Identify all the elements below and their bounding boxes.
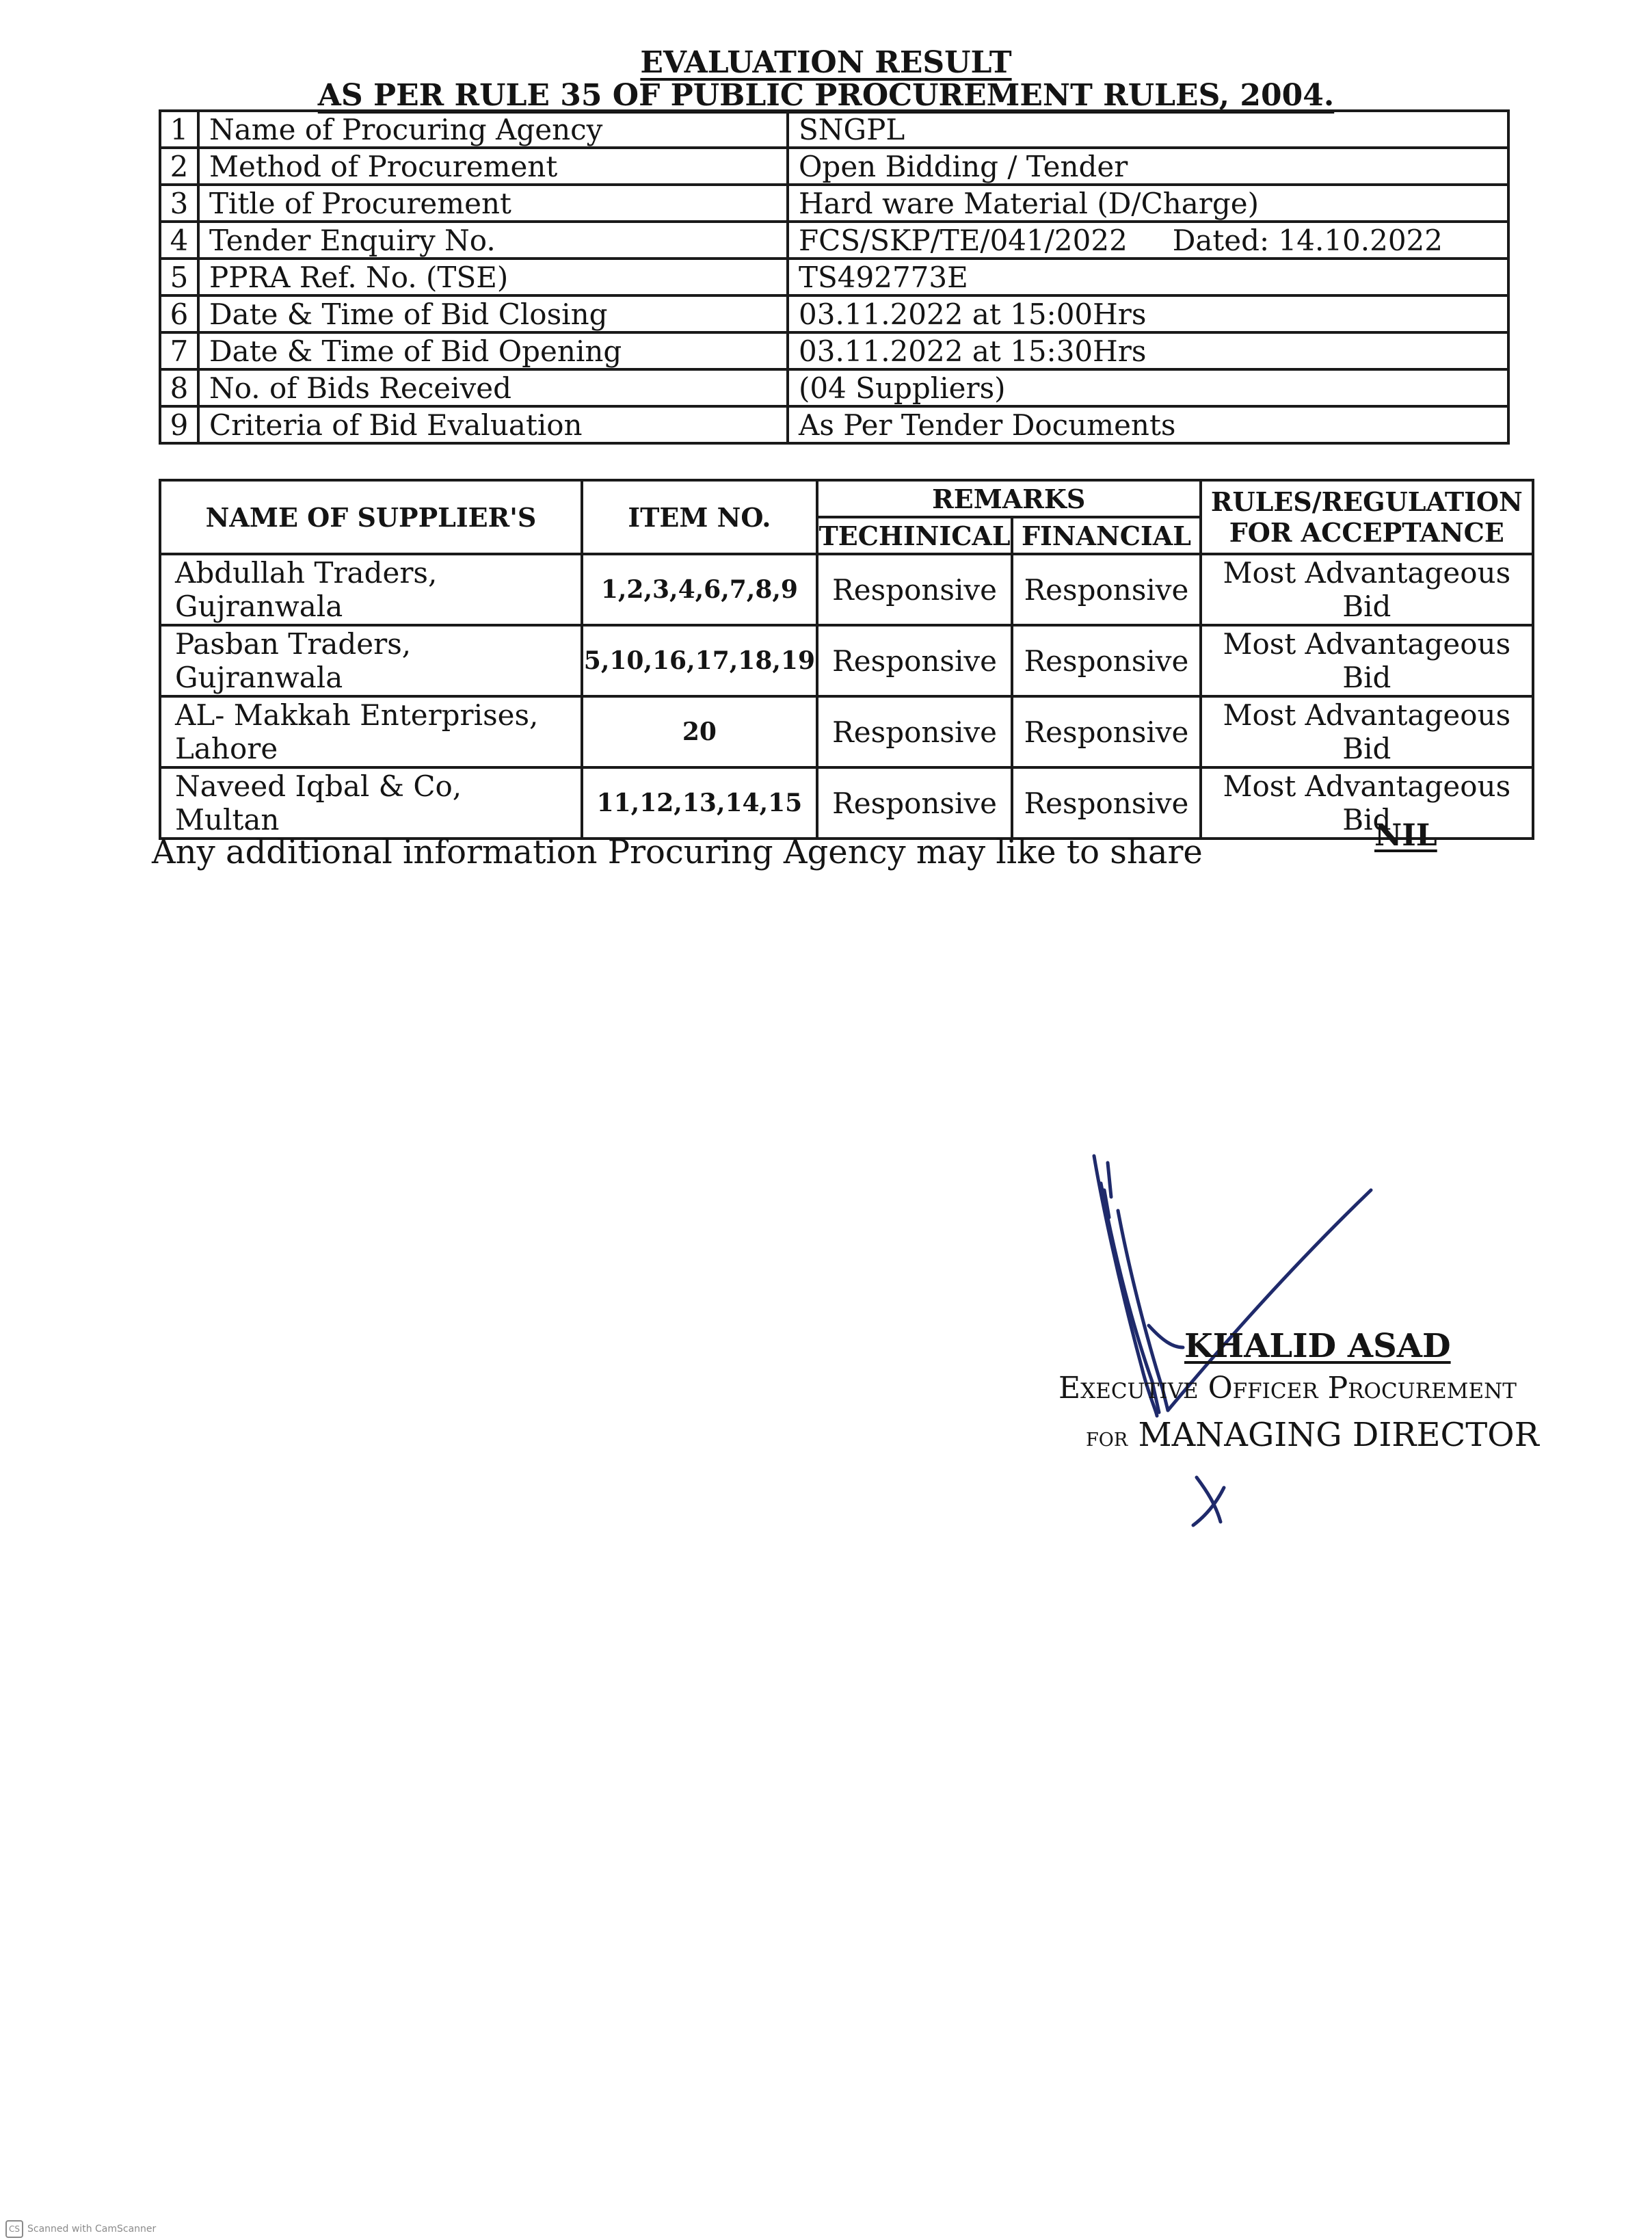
acceptance-rule: Most Advantageous Bid: [1201, 625, 1533, 696]
table-header-row: [160, 480, 1533, 517]
row-number: 3: [160, 185, 198, 222]
row-value: (04 Suppliers): [788, 369, 1508, 406]
header-remarks: REMARKS: [817, 480, 1201, 517]
financial-remark: Responsive: [1012, 696, 1200, 767]
row-value: 03.11.2022 at 15:30Hrs: [788, 332, 1508, 369]
additional-info-label: Any additional information Procuring Agency may like to share: [152, 833, 1203, 871]
supplier-name: Abdullah Traders, Gujranwala: [160, 554, 582, 625]
item-numbers: 20: [582, 696, 817, 767]
info-row: [160, 185, 1508, 222]
row-number: 4: [160, 222, 198, 259]
row-value: Hard ware Material (D/Charge): [788, 185, 1508, 222]
tender-date: Dated: 14.10.2022: [1172, 223, 1443, 257]
row-value: 03.11.2022 at 15:00Hrs: [788, 295, 1508, 332]
row-label: PPRA Ref. No. (TSE): [198, 259, 788, 295]
info-row: [160, 295, 1508, 332]
technical-remark: Responsive: [817, 554, 1013, 625]
row-value: TS492773E: [788, 259, 1508, 295]
row-label: Name of Procuring Agency: [198, 111, 788, 148]
header-financial: FINANCIAL: [1012, 517, 1200, 554]
additional-info-value: NIL: [1374, 818, 1437, 853]
acceptance-rule: Most Advantageous Bid: [1201, 696, 1533, 767]
info-row: [160, 406, 1508, 443]
row-value: As Per Tender Documents: [788, 406, 1508, 443]
item-numbers: 11,12,13,14,15: [582, 767, 817, 839]
signatory-on-behalf: [1086, 1416, 1539, 1454]
info-row: [160, 222, 1508, 259]
item-numbers: 5,10,16,17,18,19: [582, 625, 817, 696]
technical-remark: Responsive: [817, 625, 1013, 696]
row-label: Method of Procurement: [198, 148, 788, 185]
financial-remark: Responsive: [1012, 554, 1200, 625]
scanner-watermark-text: Scanned with CamScanner: [27, 2224, 157, 2235]
supplier-name: Pasban Traders, Gujranwala: [160, 625, 582, 696]
info-row: [160, 369, 1508, 406]
row-label: No. of Bids Received: [198, 369, 788, 406]
technical-remark: Responsive: [817, 696, 1013, 767]
row-number: 9: [160, 406, 198, 443]
row-label: Tender Enquiry No.: [198, 222, 788, 259]
camscanner-logo-icon: CS: [5, 2220, 23, 2238]
document-subtitle: AS PER RULE 35 OF PUBLIC PROCUREMENT RULES, 2004.: [317, 78, 1335, 113]
financial-remark: Responsive: [1012, 625, 1200, 696]
header-rules: [1201, 480, 1533, 554]
header-supplier-name: NAME OF SUPPLIER'S: [160, 480, 582, 554]
row-value: Open Bidding / Tender: [788, 148, 1508, 185]
item-numbers: 1,2,3,4,6,7,8,9: [582, 554, 817, 625]
signatory-name: KHALID ASAD: [1184, 1327, 1451, 1365]
tender-enquiry-number: FCS/SKP/TE/041/2022: [799, 223, 1128, 257]
header-rules-line1: RULES/REGULATION: [1210, 486, 1523, 517]
table-row: [160, 625, 1533, 696]
row-number: 6: [160, 295, 198, 332]
managing-director-label: MANAGING DIRECTOR: [1138, 1416, 1539, 1454]
header-technical: TECHINICAL: [817, 517, 1013, 554]
row-value: SNGPL: [788, 111, 1508, 148]
scanner-watermark: [5, 2220, 156, 2238]
row-number: 2: [160, 148, 198, 185]
row-number: 7: [160, 332, 198, 369]
acceptance-rule: Most Advantageous Bid: [1201, 554, 1533, 625]
header-rules-line2: FOR ACCEPTANCE: [1229, 517, 1504, 548]
financial-remark: Responsive: [1012, 767, 1200, 839]
procurement-info-table: [159, 109, 1510, 445]
info-row: [160, 111, 1508, 148]
row-number: 5: [160, 259, 198, 295]
row-label: Date & Time of Bid Closing: [198, 295, 788, 332]
row-label: Criteria of Bid Evaluation: [198, 406, 788, 443]
header-item-no: ITEM NO.: [582, 480, 817, 554]
supplier-name: Naveed Iqbal & Co, Multan: [160, 767, 582, 839]
row-number: 8: [160, 369, 198, 406]
row-number: 1: [160, 111, 198, 148]
supplier-evaluation-table: [159, 479, 1534, 840]
row-label: Date & Time of Bid Opening: [198, 332, 788, 369]
supplier-name: AL- Makkah Enterprises, Lahore: [160, 696, 582, 767]
document-title: EVALUATION RESULT: [640, 45, 1012, 80]
row-value-cell: [788, 222, 1508, 259]
technical-remark: Responsive: [817, 767, 1013, 839]
acceptance-rule: Most Advantageous Bid: [1201, 767, 1533, 839]
table-row: [160, 554, 1533, 625]
table-row: [160, 696, 1533, 767]
row-label: Title of Procurement: [198, 185, 788, 222]
table-row: [160, 767, 1533, 839]
info-row: [160, 259, 1508, 295]
for-prefix: for: [1086, 1422, 1128, 1452]
info-row: [160, 148, 1508, 185]
signatory-title: Executive Officer Procurement: [1058, 1371, 1517, 1406]
info-row: [160, 332, 1508, 369]
